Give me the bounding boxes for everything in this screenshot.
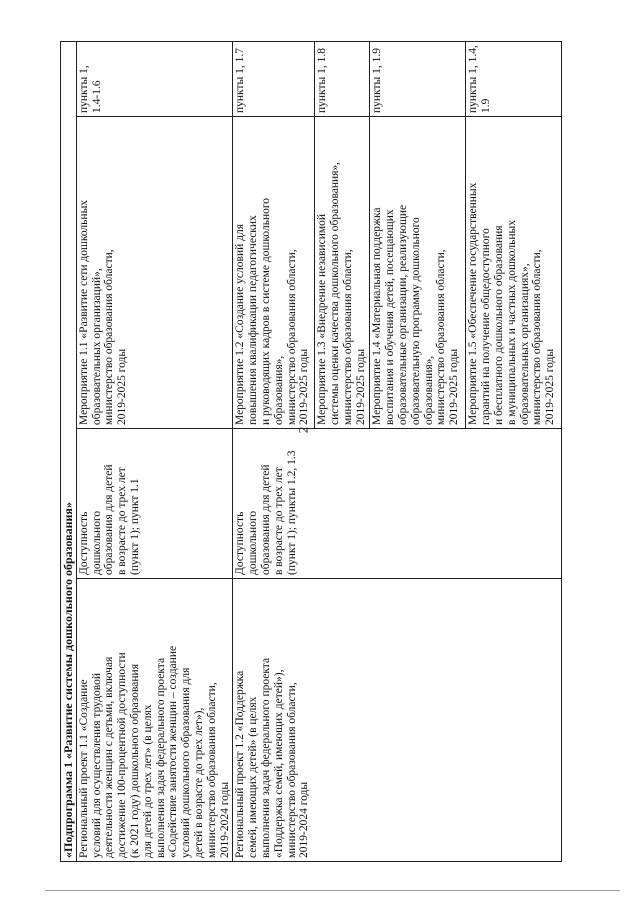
points-cell: пункты 1, 1.7	[233, 41, 315, 116]
indicator-cell: Доступность дошкольного образования для детей в возрасте до трех лет (пункт 1); пункты 1.2, 1.3	[233, 429, 562, 579]
indicator-cell: Доступность дошкольного образования для детей в возрасте до трех лет (пункт 1); пункт 1.1	[76, 429, 233, 579]
activity-cell: Мероприятие 1.4 «Материальная поддержка воспитания и обучения детей, посещающих образовательные организации, реализующие образовательную программу дошкольного образования», министерство образования области, 2019-2025 годы	[370, 117, 466, 429]
program-table	[60, 41, 562, 862]
activity-cell: Мероприятие 1.2 «Создание условий для повышения квалификации педагогических и руководящих кадров в системе дошкольного образования», министерство образования области, 2019-2025 годы	[233, 117, 315, 429]
subprogram-title: «Подпрограмма 1 «Развитие системы дошкольного образования»	[61, 41, 77, 861]
points-cell: пункты 1, 1.8	[315, 41, 370, 116]
points-cell: пункты 1, 1.9	[370, 41, 466, 116]
rotated-table-sheet	[60, 42, 640, 862]
table-row	[233, 41, 315, 861]
regional-project-cell: Региональный проект 1.2 «Поддержка семей, имеющих детей» (в целях выполнения задач федерального проекта «Поддержка семей, имеющих детей»), министерство образования области, 2019-2024 годы	[233, 579, 562, 862]
activity-cell: Мероприятие 1.3 «Внедрение независимой системы оценки качества дошкольного образования», министерство образования области, 2019-2025 годы	[315, 117, 370, 429]
regional-project-cell: Региональный проект 1.1 «Создание условий для осуществления трудовой деятельности женщин с детьми, включая достижение 100-процентной доступности (к 2021 году) дошкольного образования для детей до трех лет» (в целях выполнения задач федерального проекта «Содействие занятости женщин – создание условий дошкольного образования для детей в возрасте до трех лет»), министерство образования области, 2019-2024 годы	[76, 579, 233, 862]
points-cell: пункты 1, 1.4-1.6	[76, 41, 233, 116]
page-bottom-rule	[45, 890, 620, 891]
activity-cell: Мероприятие 1.5 «Обеспечение государственных гарантий на получение общедоступного и бесплатного дошкольного образования в муниципальных и частных дошкольных образовательных организациях», министерство образования области, 2019-2025 годы	[466, 117, 562, 429]
table-row	[76, 41, 233, 861]
activity-cell: Мероприятие 1.1 «Развитие сети дошкольных образовательных организаций», министерство образования области, 2019-2025 годы	[76, 117, 233, 429]
page-number: 2	[295, 426, 311, 434]
points-cell: пункты 1, 1.4, 1.9	[466, 41, 562, 116]
table-heading-row	[61, 41, 77, 861]
